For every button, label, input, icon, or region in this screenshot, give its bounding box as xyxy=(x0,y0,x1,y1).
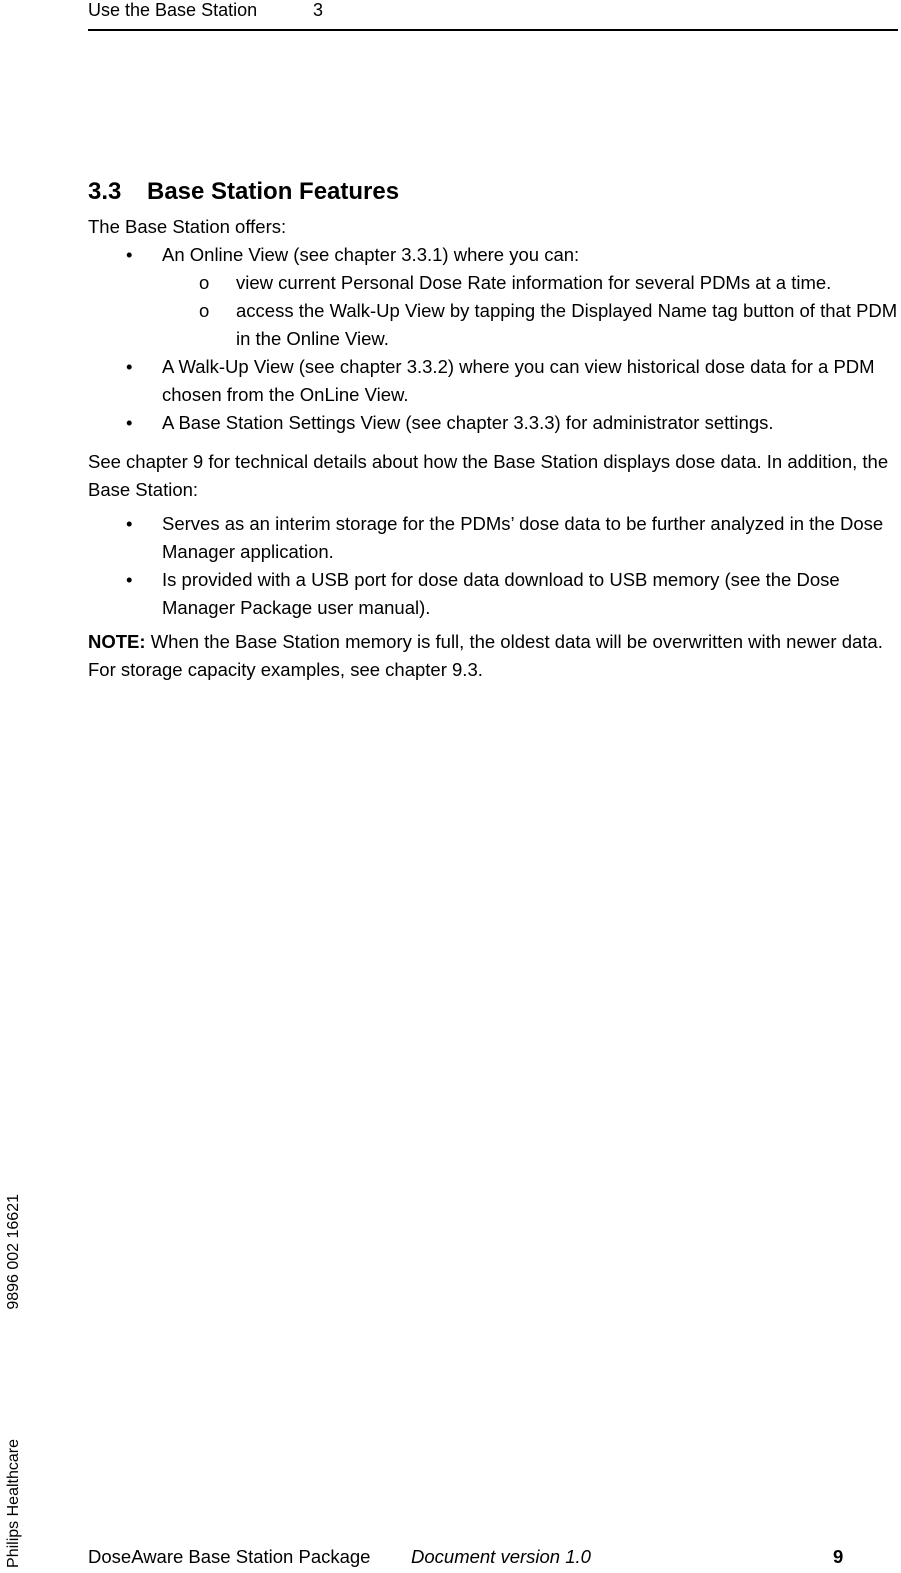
sub-list-item-text: view current Personal Dose Rate information for several PDMs at a time. xyxy=(236,272,832,293)
note-paragraph xyxy=(88,628,898,684)
section-title: Base Station Features xyxy=(147,178,400,205)
note-text: When the Base Station memory is full, the oldest data will be overwritten with newer data. For storage capacity examples, see chapter 9.3. xyxy=(88,631,883,680)
chapter-title: Use the Base Station xyxy=(88,0,258,20)
bullet-icon: • xyxy=(126,244,133,265)
footer-product: DoseAware Base Station Package xyxy=(88,1546,371,1567)
sidebar-company xyxy=(0,1385,30,1568)
circle-bullet-icon: o xyxy=(199,272,210,293)
features-list xyxy=(88,241,898,437)
list-item-text: Is provided with a USB port for dose data download to USB memory (see the Dose Manager Package user manual). xyxy=(162,569,840,618)
see-chapter-paragraph: See chapter 9 for technical details about how the Base Station displays dose data. In addition, the Base Station: xyxy=(88,451,889,500)
list-item-text: A Base Station Settings View (see chapter 3.3.3) for administrator settings. xyxy=(162,412,774,433)
sub-list-item-text: access the Walk-Up View by tapping the Displayed Name tag button of that PDM in the Online View. xyxy=(236,300,898,349)
document-number: 9896 002 16621 xyxy=(5,1194,22,1310)
list-item-text: An Online View (see chapter 3.3.1) where you can: xyxy=(162,244,580,265)
list-item-text: Serves as an interim storage for the PDMs’ dose data to be further analyzed in the Dose Manager application. xyxy=(162,513,884,562)
bullet-icon: • xyxy=(126,356,133,377)
page-number: 9 xyxy=(833,1546,844,1567)
list-item xyxy=(88,241,898,353)
list-item xyxy=(88,510,898,566)
footer-version: Document version 1.0 xyxy=(411,1546,591,1567)
section-content xyxy=(88,175,898,684)
bullet-icon: • xyxy=(126,412,133,433)
sub-list-item xyxy=(162,297,898,353)
sub-list-item xyxy=(162,269,898,297)
sub-list xyxy=(162,269,898,353)
circle-bullet-icon: o xyxy=(199,300,210,321)
bullet-icon: • xyxy=(126,569,133,590)
list-item xyxy=(88,353,898,409)
list-item xyxy=(88,409,898,437)
additional-list xyxy=(88,510,898,622)
note-label: NOTE: xyxy=(88,631,146,652)
page-footer xyxy=(88,1543,868,1571)
page-header xyxy=(88,0,898,31)
list-item xyxy=(88,566,898,622)
section-heading xyxy=(88,175,898,209)
intro-text: The Base Station offers: xyxy=(88,216,287,237)
list-item-text: A Walk-Up View (see chapter 3.3.2) where you can view historical dose data for a PDM chosen from the OnLine View. xyxy=(162,356,875,405)
chapter-number: 3 xyxy=(313,0,324,20)
bullet-icon: • xyxy=(126,513,133,534)
company-name: Philips Healthcare xyxy=(5,1439,22,1568)
sidebar-doc-number xyxy=(0,1140,30,1310)
section-number: 3.3 xyxy=(88,178,122,205)
